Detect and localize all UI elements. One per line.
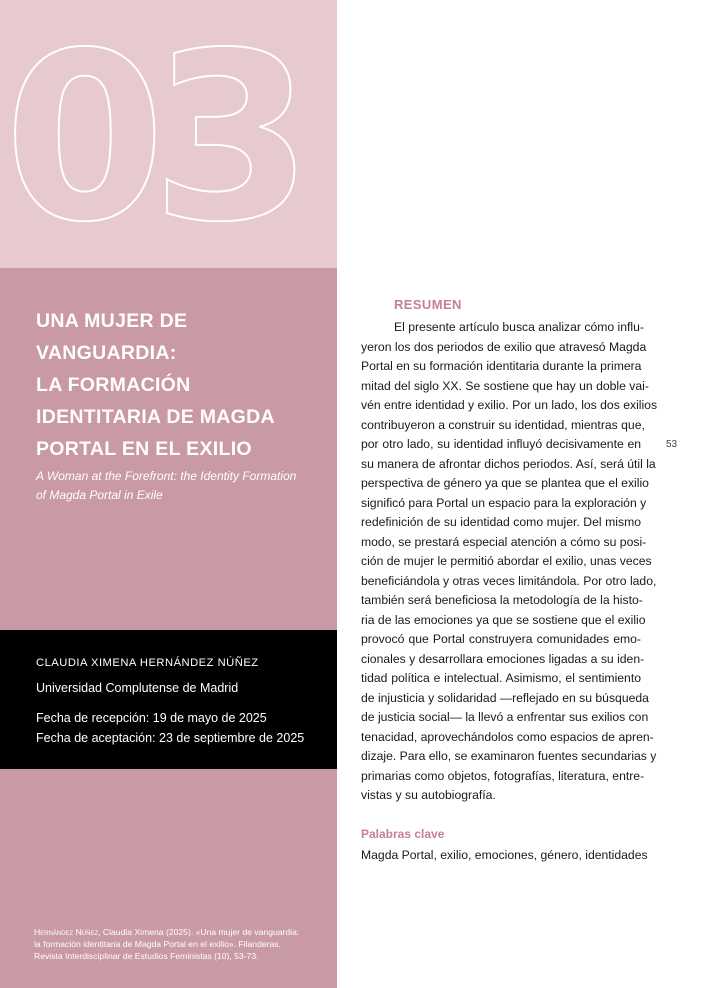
abstract-line: ria de las emociones ya que se sostiene que el exilio — [361, 612, 646, 627]
article-title — [36, 305, 326, 465]
abstract-line: de injusticia y solidaridad —reflejado en su búsqueda — [361, 690, 649, 705]
abstract-line: El presente artículo busca analizar cómo influ- — [394, 320, 644, 334]
abstract-body — [361, 318, 658, 806]
author-block — [0, 630, 337, 769]
abstract-line: tenacidad, aprovechándolos como espacios de apren- — [361, 729, 654, 744]
abstract-line: redefinición de su identidad como mujer. Del mismo — [361, 515, 641, 529]
keywords-text: Magda Portal, exilio, emociones, género, identidades — [361, 848, 648, 862]
subtitle-line: of Magda Portal in Exile — [36, 488, 163, 502]
subtitle-line: A Woman at the Forefront: the Identity Formation — [36, 469, 297, 483]
abstract-line: modo, se prestará especial atención a cómo su posi- — [361, 534, 647, 549]
citation-line1-rest: , Claudia Ximena (2025). «Una mujer de vanguardia: — [98, 927, 300, 937]
abstract-line: beneficiándola y otras veces limitándola. Por otro lado, — [361, 573, 657, 588]
article-subtitle — [36, 467, 326, 505]
abstract-line: vén entre identidad y exilio. Por un lado, los dos exilios — [361, 398, 658, 412]
abstract-line: dizaje. Para ello, se examinaron fuentes secundarias y — [361, 749, 657, 763]
abstract-line: primarias como objetos, fotografías, literatura, entre- — [361, 768, 645, 783]
title-line: VANGUARDIA: — [36, 342, 177, 364]
page-number: 53 — [666, 439, 678, 450]
accepted-date: Fecha de aceptación: 23 de septiembre de 2025 — [36, 731, 305, 745]
citation — [34, 926, 334, 962]
abstract-line: cionales y desarrollara emociones ligadas a su iden- — [361, 651, 645, 666]
abstract-line: vistas y su autobiografía. — [361, 788, 496, 802]
keywords-heading: Palabras clave — [361, 827, 445, 841]
left-column — [0, 0, 337, 988]
abstract-line: contribuyeron a construir su identidad, mientras que, — [361, 417, 645, 432]
citation-line — [34, 926, 334, 938]
title-line: PORTAL EN EL EXILIO — [36, 438, 252, 460]
abstract-line: Portal en su formación identitaria durante la primera — [361, 359, 642, 373]
abstract-line: significó para Portal un espacio para la exploración y — [361, 495, 647, 510]
chapter-number — [0, 0, 337, 268]
citation-line: Revista Interdisciplinar de Estudios Feministas (10), 53-73. — [34, 951, 259, 961]
chapter-number-text: 03 — [4, 3, 299, 268]
title-line: UNA MUJER DE — [36, 310, 188, 332]
received-date: Fecha de recepción: 19 de mayo de 2025 — [36, 711, 267, 725]
author-name: CLAUDIA XIMENA HERNÁNDEZ NÚÑEZ — [36, 657, 259, 669]
abstract-line: de justicia social— la llevó a enfrentar sus exilios con — [361, 710, 649, 724]
abstract-line: tidad política e intelectual. Asimismo, el sentimiento — [361, 671, 641, 685]
abstract-line: provocó que Portal construyera comunidades emo- — [361, 632, 641, 646]
abstract-line: ción de mujer le permitió abordar el exilio, unas veces — [361, 554, 652, 568]
abstract-heading: RESUMEN — [394, 297, 462, 312]
abstract-line: por otro lado, su identidad influyó decisivamente en — [361, 437, 641, 451]
abstract-line: también será beneficiosa la metodología de la histo- — [361, 593, 643, 607]
citation-line: la formación identitaria de Magda Portal en el exilio». Filanderas. — [34, 939, 281, 949]
abstract-line: mitad del siglo XX. Se sostiene que hay un doble vai- — [361, 378, 649, 393]
title-line: IDENTITARIA DE MAGDA — [36, 406, 275, 428]
author-affiliation: Universidad Complutense de Madrid — [36, 681, 239, 695]
citation-author: Hernández Núñez — [34, 927, 99, 937]
abstract-line: perspectiva de género ya que se plantea que el exilio — [361, 476, 649, 490]
title-line: LA FORMACIÓN — [36, 374, 191, 396]
abstract-line: su manera de afrontar dichos periodos. Así, será útil la — [361, 456, 656, 471]
abstract-line: yeron los dos periodos de exilio que atravesó Magda — [361, 339, 647, 354]
chapter-number-block — [0, 0, 337, 268]
